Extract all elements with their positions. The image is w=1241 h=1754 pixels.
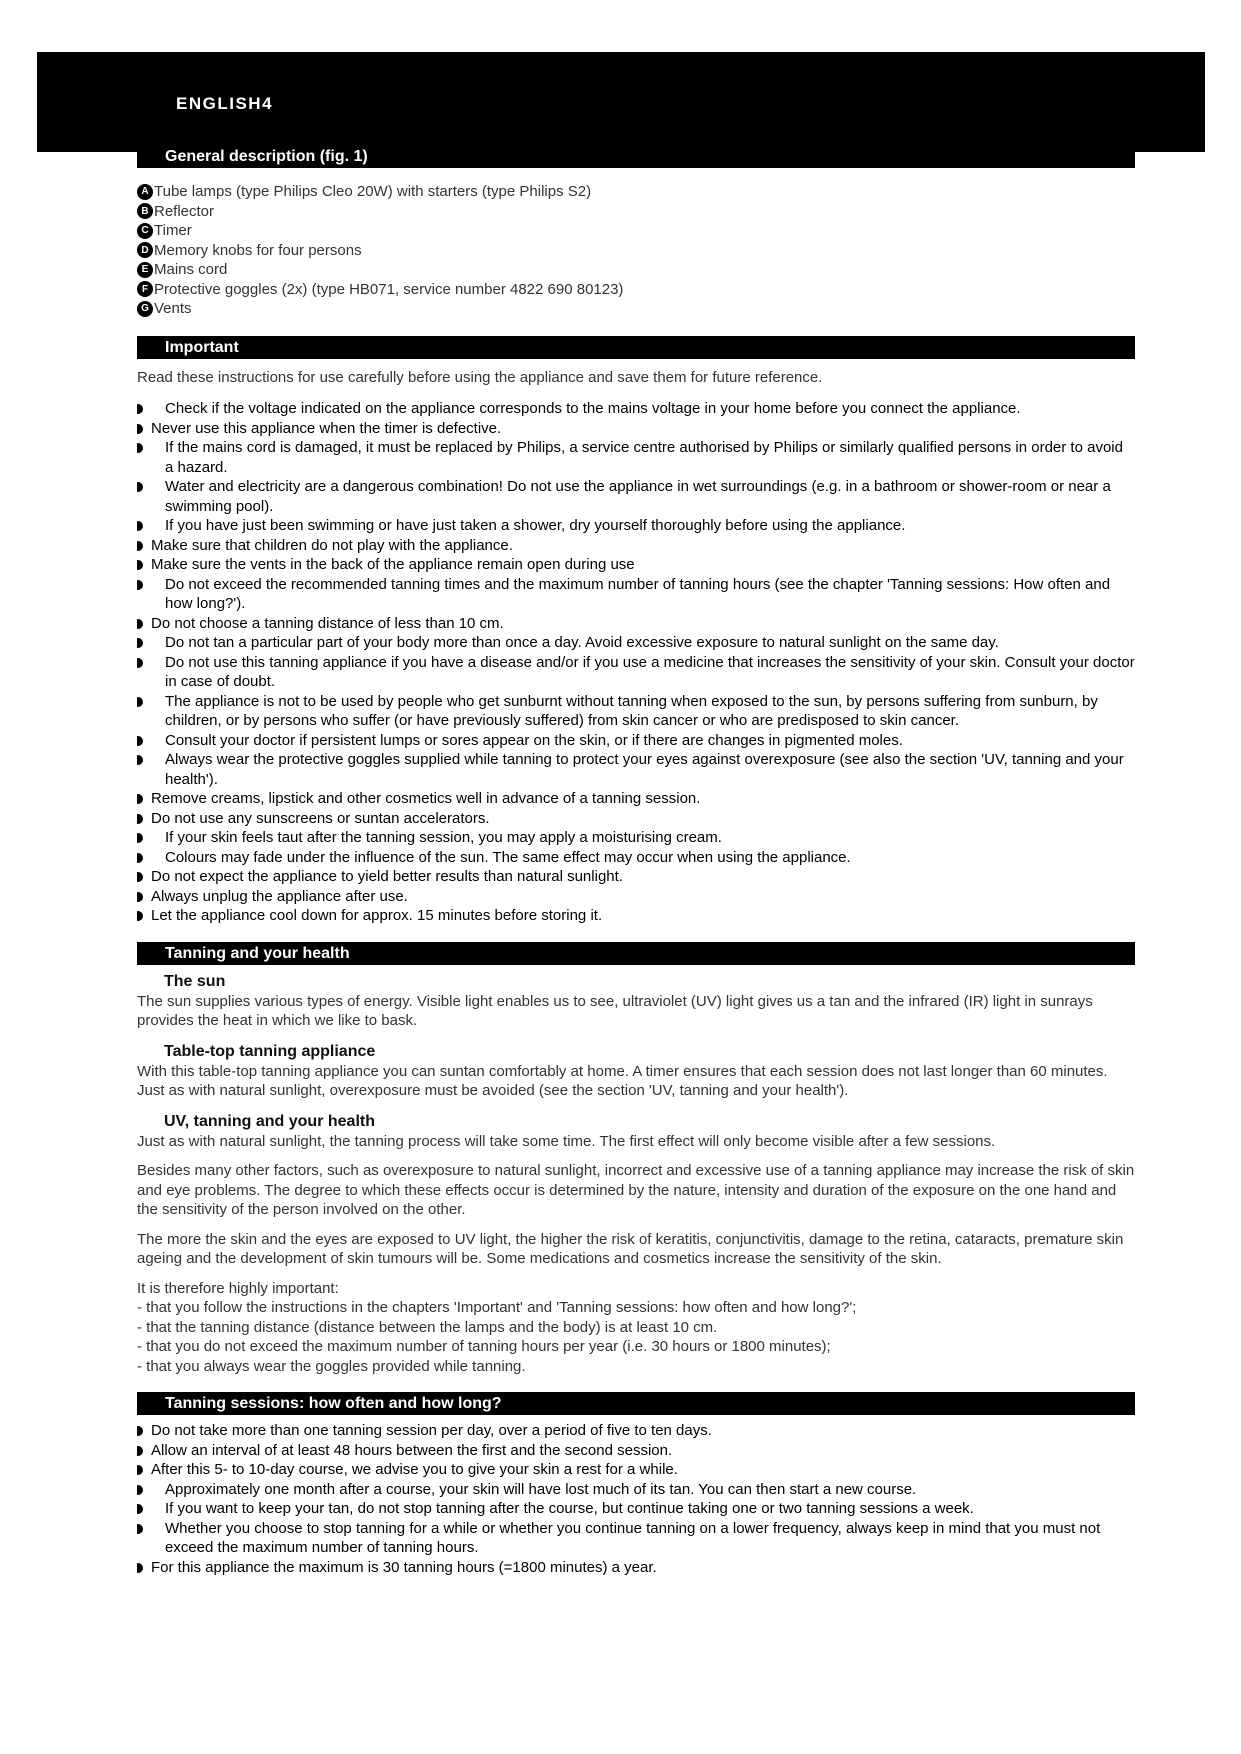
page-number: 4 [262,94,274,113]
bullet-item [137,536,1135,556]
bullet-item [137,750,1135,789]
bullet-text: Do not expect the appliance to yield better results than natural sunlight. [151,868,623,885]
letter-badge: F [137,281,153,297]
uv-list-item: - that the tanning distance (distance between the lamps and the body) is at least 10 cm. [137,1318,718,1336]
bullet-item [137,809,1135,829]
uv-dash-list [137,1298,1135,1376]
tanning-health-heading: Tanning and your health [137,942,1135,965]
letter-badge: G [137,301,153,317]
bullet-text: Do not tan a particular part of your body more than once a day. Avoid excessive exposure to natural sunlight on the same day. [165,634,999,651]
letter-badge: E [137,262,153,278]
bullet-marker-icon [137,1524,143,1534]
important-bullet-list [137,399,1135,926]
sessions-bullet-list [137,1421,1135,1577]
bullet-text: Allow an interval of at least 48 hours between the first and the second session. [151,1441,673,1459]
uv-list-item: - that you do not exceed the maximum number of tanning hours per year (i.e. 30 hours or 1800 minutes); [137,1338,831,1355]
bullet-item [137,731,1135,751]
bullet-item [137,848,1135,868]
component-list [137,182,1135,319]
letter-badge: B [137,203,153,219]
bullet-marker-icon [137,638,143,648]
bullet-text: Do not use this tanning appliance if you have a disease and/or if you use a medicine that increases the sensitivity of your skin. Consult your doctor in case of doubt. [165,653,1135,690]
bullet-item [137,1480,1135,1500]
bullet-marker-icon [137,521,143,531]
document-content [137,145,1135,1577]
bullet-marker-icon [137,911,143,921]
bullet-marker-icon [137,1446,143,1456]
bullet-text: Let the appliance cool down for approx. 15 minutes before storing it. [151,907,603,924]
bullet-marker-icon [137,1465,143,1475]
bullet-item [137,575,1135,614]
bullet-item [137,867,1135,887]
header-band [37,52,1205,152]
bullet-item [137,438,1135,477]
sun-subheading: The sun [164,972,226,990]
bullet-marker-icon [137,619,143,629]
bullet-item [137,633,1135,653]
bullet-text: Always unplug the appliance after use. [151,887,408,905]
bullet-text: Whether you choose to stop tanning for a while or whether you continue tanning on a lower frequency, always keep in mind that you must not exceed the maximum number of tanning hours. [165,1519,1101,1556]
bullet-item [137,419,1135,439]
important-heading: Important [137,336,1135,359]
bullet-text: Check if the voltage indicated on the appliance corresponds to the mains voltage in your home before you connect the appliance. [165,400,1021,417]
bullet-item [137,399,1135,419]
letter-badge: C [137,223,153,239]
letter-badge: D [137,242,153,258]
page-header [176,94,273,114]
bullet-text: Make sure the vents in the back of the appliance remain open during use [151,556,635,573]
component-item [137,202,1135,222]
bullet-text: Do not take more than one tanning session per day, over a period of five to ten days. [151,1422,712,1439]
uv-paragraph-3: The more the skin and the eyes are exposed to UV light, the higher the risk of keratitis, conjunctivitis, damage to the retina, cataracts, premature skin ageing and the development of skin tumours will be. Some medications and cosmetics increase the sensitivity of the skin. [137,1230,1124,1267]
language-label: ENGLISH [176,94,263,113]
bullet-item [137,1558,1135,1578]
bullet-marker-icon [137,560,143,570]
component-item [137,299,1135,319]
bullet-text: Always wear the protective goggles supplied while tanning to protect your eyes against overexposure (see also the section 'UV, tanning and your health'). [165,751,1124,788]
component-label: Mains cord [154,261,228,279]
bullet-marker-icon [137,482,143,492]
table-top-subheading: Table-top tanning appliance [164,1042,376,1060]
bullet-item [137,1460,1135,1480]
bullet-marker-icon [137,1563,143,1573]
important-intro: Read these instructions for use carefully before using the appliance and save them for future reference. [137,368,823,386]
bullet-marker-icon [137,580,143,590]
component-item [137,182,1135,202]
bullet-marker-icon [137,736,143,746]
bullet-text: Approximately one month after a course, your skin will have lost much of its tan. You can then start a new course. [165,1480,917,1498]
bullet-text: Do not exceed the recommended tanning times and the maximum number of tanning hours (see the chapter 'Tanning sessions: How often and how long?'). [165,575,1111,612]
bullet-marker-icon [137,443,143,453]
bullet-text: Do not choose a tanning distance of less than 10 cm. [151,614,504,632]
uv-subheading: UV, tanning and your health [164,1112,375,1130]
bullet-item [137,555,1135,575]
component-label: Timer [154,222,192,240]
bullet-text: Make sure that children do not play with the appliance. [151,536,513,554]
bullet-marker-icon [137,794,143,804]
bullet-marker-icon [137,541,143,551]
component-item [137,260,1135,280]
bullet-marker-icon [137,1504,143,1514]
bullet-item [137,887,1135,907]
bullet-text: Consult your doctor if persistent lumps or sores appear on the skin, or if there are changes in pigmented moles. [165,731,903,749]
component-label: Tube lamps (type Philips Cleo 20W) with starters (type Philips S2) [154,183,592,201]
bullet-marker-icon [137,404,143,414]
bullet-marker-icon [137,833,143,843]
bullet-marker-icon [137,697,143,707]
bullet-item [137,789,1135,809]
bullet-marker-icon [137,872,143,882]
bullet-marker-icon [137,424,143,434]
bullet-marker-icon [137,853,143,863]
bullet-text: If you want to keep your tan, do not stop tanning after the course, but continue taking one or two tanning sessions a week. [165,1500,974,1517]
bullet-item [137,906,1135,926]
bullet-text: After this 5- to 10-day course, we advise you to give your skin a rest for a while. [151,1461,678,1478]
bullet-item [137,1441,1135,1461]
bullet-text: Colours may fade under the influence of the sun. The same effect may occur when using the appliance. [165,848,851,866]
bullet-text: Never use this appliance when the timer is defective. [151,419,502,437]
bullet-item [137,653,1135,692]
bullet-marker-icon [137,658,143,668]
bullet-marker-icon [137,892,143,902]
component-label: Protective goggles (2x) (type HB071, service number 4822 690 80123) [154,280,624,298]
bullet-item [137,516,1135,536]
uv-list-item: - that you always wear the goggles provided while tanning. [137,1357,526,1375]
letter-badge: A [137,184,153,200]
bullet-marker-icon [137,1485,143,1495]
bullet-item [137,1499,1135,1519]
bullet-item [137,477,1135,516]
bullet-item [137,692,1135,731]
bullet-item [137,828,1135,848]
bullet-item [137,1421,1135,1441]
bullet-item [137,614,1135,634]
component-item [137,241,1135,261]
table-top-paragraph: With this table-top tanning appliance you can suntan comfortably at home. A timer ensures that each session does not last longer than 60 minutes. Just as with natural sunlight, overexposure must be avoided (see the section 'UV, tanning and your health'). [137,1062,1108,1099]
bullet-text: For this appliance the maximum is 30 tanning hours (=1800 minutes) a year. [151,1558,657,1576]
general-description-heading: General description (fig. 1) [137,145,1135,168]
uv-paragraph-1: Just as with natural sunlight, the tanning process will take some time. The first effect will only become visible after a few sessions. [137,1132,996,1150]
bullet-text: Remove creams, lipstick and other cosmetics well in advance of a tanning session. [151,790,701,807]
uv-paragraph-2: Besides many other factors, such as overexposure to natural sunlight, incorrect and excessive use of a tanning appliance may increase the risk of skin and eye problems. The degree to which these effects occur is determined by the nature, intensity and duration of the exposure on the one hand and the sensitivity of the person involved on the other. [137,1162,1135,1218]
component-label: Memory knobs for four persons [154,241,362,259]
component-item [137,221,1135,241]
bullet-text: The appliance is not to be used by people who get sunburnt without tanning when exposed to the sun, by persons suffering from sunburn, by children, or by persons who suffer (or have previously suffered) from skin cancer or who are predisposed to skin cancer. [165,692,1098,729]
bullet-item [137,1519,1135,1558]
uv-list-item: - that you follow the instructions in the chapters 'Important' and 'Tanning sessions: how often and how long?'; [137,1299,857,1316]
component-item [137,280,1135,300]
bullet-text: If you have just been swimming or have just taken a shower, dry yourself thoroughly before using the appliance. [165,517,906,534]
tanning-sessions-heading: Tanning sessions: how often and how long? [137,1392,1135,1415]
bullet-marker-icon [137,1426,143,1436]
bullet-text: Water and electricity are a dangerous combination! Do not use the appliance in wet surroundings (e.g. in a bathroom or shower-room or near a swimming pool). [165,478,1111,515]
sun-paragraph: The sun supplies various types of energy. Visible light enables us to see, ultraviolet (UV) light gives us a tan and the infrared (IR) light in sunrays provides the heat in which we like to bask. [137,992,1093,1029]
bullet-marker-icon [137,814,143,824]
bullet-text: If the mains cord is damaged, it must be replaced by Philips, a service centre authorised by Philips or similarly qualified persons in order to avoid a hazard. [165,439,1123,476]
bullet-text: If your skin feels taut after the tanning session, you may apply a moisturising cream. [165,829,722,846]
component-label: Reflector [154,202,215,220]
bullet-text: Do not use any sunscreens or suntan accelerators. [151,809,490,827]
component-label: Vents [154,300,192,318]
uv-paragraph-4: It is therefore highly important: [137,1279,339,1297]
bullet-marker-icon [137,755,143,765]
